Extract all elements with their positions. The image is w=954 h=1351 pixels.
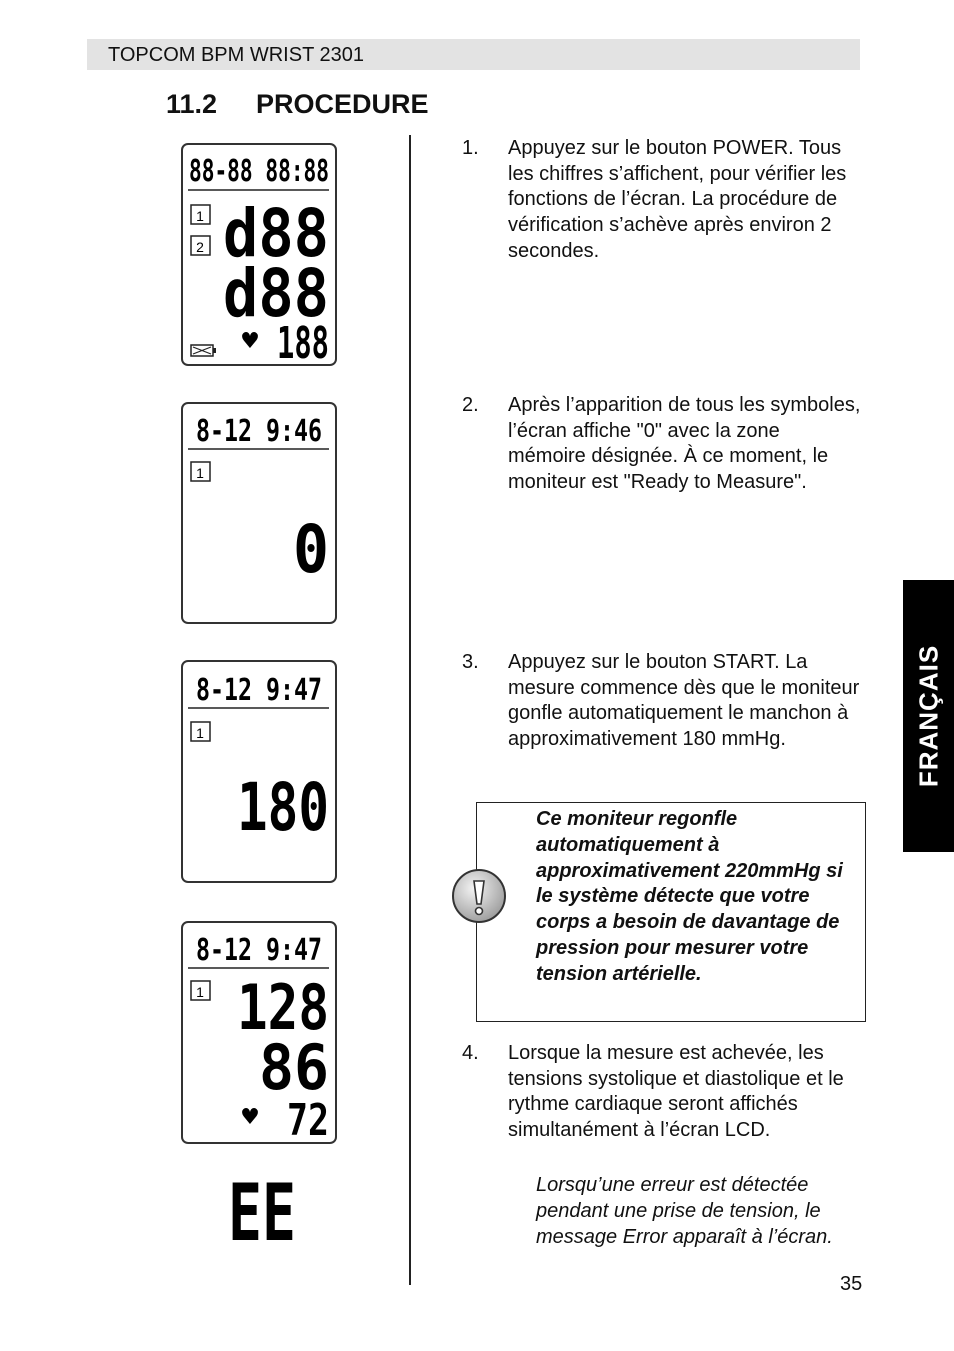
lcd-date-time: 8-12 9:46: [196, 414, 322, 449]
step-text: Appuyez sur le bouton START. La mesure commence dès que le moniteur gonfle automatiquement le manchon à approximativement 180 mmHg.: [508, 651, 860, 751]
lcd-screen-1-graphic: [183, 145, 335, 369]
lcd-screen-all-segments: [181, 143, 337, 369]
step-number: 4.: [462, 1042, 479, 1064]
lcd-systolic-segments: d88: [223, 195, 329, 272]
lcd-date-time: 8-12 9:47: [196, 933, 322, 968]
header-bar: [87, 39, 860, 70]
step-number: 3.: [462, 651, 479, 673]
lcd-screen-3-graphic: [183, 662, 335, 881]
svg-text:1: 1: [196, 465, 204, 481]
heart-icon: ♥: [240, 1105, 260, 1130]
lcd-systolic-value: 128: [237, 971, 329, 1044]
memory-1-icon: [191, 205, 210, 224]
lcd-screen-inflating: [181, 660, 337, 883]
step-number: 1.: [462, 137, 479, 159]
svg-text:1: 1: [196, 725, 204, 741]
lcd-main-value: 0: [293, 511, 329, 588]
step-number: 2.: [462, 394, 479, 416]
step-text: Après l’apparition de tous les symboles, l’écran affiche "0" avec la zone mémoire désignée. À ce moment, le moniteur est "Ready to Measure".: [508, 394, 861, 494]
column-divider: [409, 135, 411, 1285]
memory-1-icon: [191, 462, 210, 481]
lcd-pulse-segments: 188: [277, 318, 329, 369]
lcd-diastolic-value: 86: [259, 1031, 329, 1104]
svg-text:2: 2: [196, 239, 204, 255]
svg-text:1: 1: [196, 984, 204, 1000]
language-tab-label: FRANÇAIS: [913, 644, 943, 788]
exclamation-icon: [451, 868, 507, 924]
heart-icon: ♥: [240, 329, 260, 354]
error-note: Lorsqu’une erreur est détectée pendant une prise de tension, le message Error apparaît à l’écran.: [536, 1174, 833, 1248]
lcd-screen-result: [181, 921, 337, 1144]
step-text: Appuyez sur le bouton POWER. Tous les chiffres s’affichent, pour vérifier les fonctions de l’écran. La procédure de vérification s’achève après environ 2 secondes.: [508, 137, 847, 262]
memory-1-icon: [191, 981, 210, 1000]
section-number: 11.2: [166, 89, 218, 119]
page-number: 35: [840, 1273, 863, 1295]
error-ee-text: EE: [228, 1169, 296, 1259]
error-ee-display: [228, 1169, 298, 1259]
warning-note-box: [476, 802, 866, 1022]
language-side-tab: [903, 580, 954, 852]
lcd-screen-ready: [181, 402, 337, 624]
lcd-diastolic-segments: d88: [223, 255, 329, 332]
battery-icon: [191, 345, 216, 356]
section-title: PROCEDURE: [256, 89, 429, 119]
lcd-screen-4-graphic: [183, 923, 335, 1146]
section-heading: [166, 89, 429, 120]
lcd-main-value: 180: [237, 769, 329, 846]
lcd-date-time: 88-88 88:88: [189, 154, 329, 189]
warning-note-text: Ce moniteur regonfle automatiquement à approximativement 220mmHg si le système détecte que votre corps a besoin de davantage de pression pour mesurer votre tension artérielle.: [536, 808, 843, 985]
lcd-pulse-value: 72: [287, 1095, 329, 1146]
memory-2-icon: [191, 236, 210, 255]
document-header-title: TOPCOM BPM WRIST 2301: [108, 44, 364, 66]
step-text: Lorsque la mesure est achevée, les tensions systolique et diastolique et le rythme cardiaque seront affichés simultanément à l’écran LCD.: [508, 1042, 844, 1142]
svg-text:1: 1: [196, 208, 204, 224]
lcd-screen-2-graphic: [183, 404, 335, 622]
memory-1-icon: [191, 722, 210, 741]
lcd-date-time: 8-12 9:47: [196, 673, 322, 708]
